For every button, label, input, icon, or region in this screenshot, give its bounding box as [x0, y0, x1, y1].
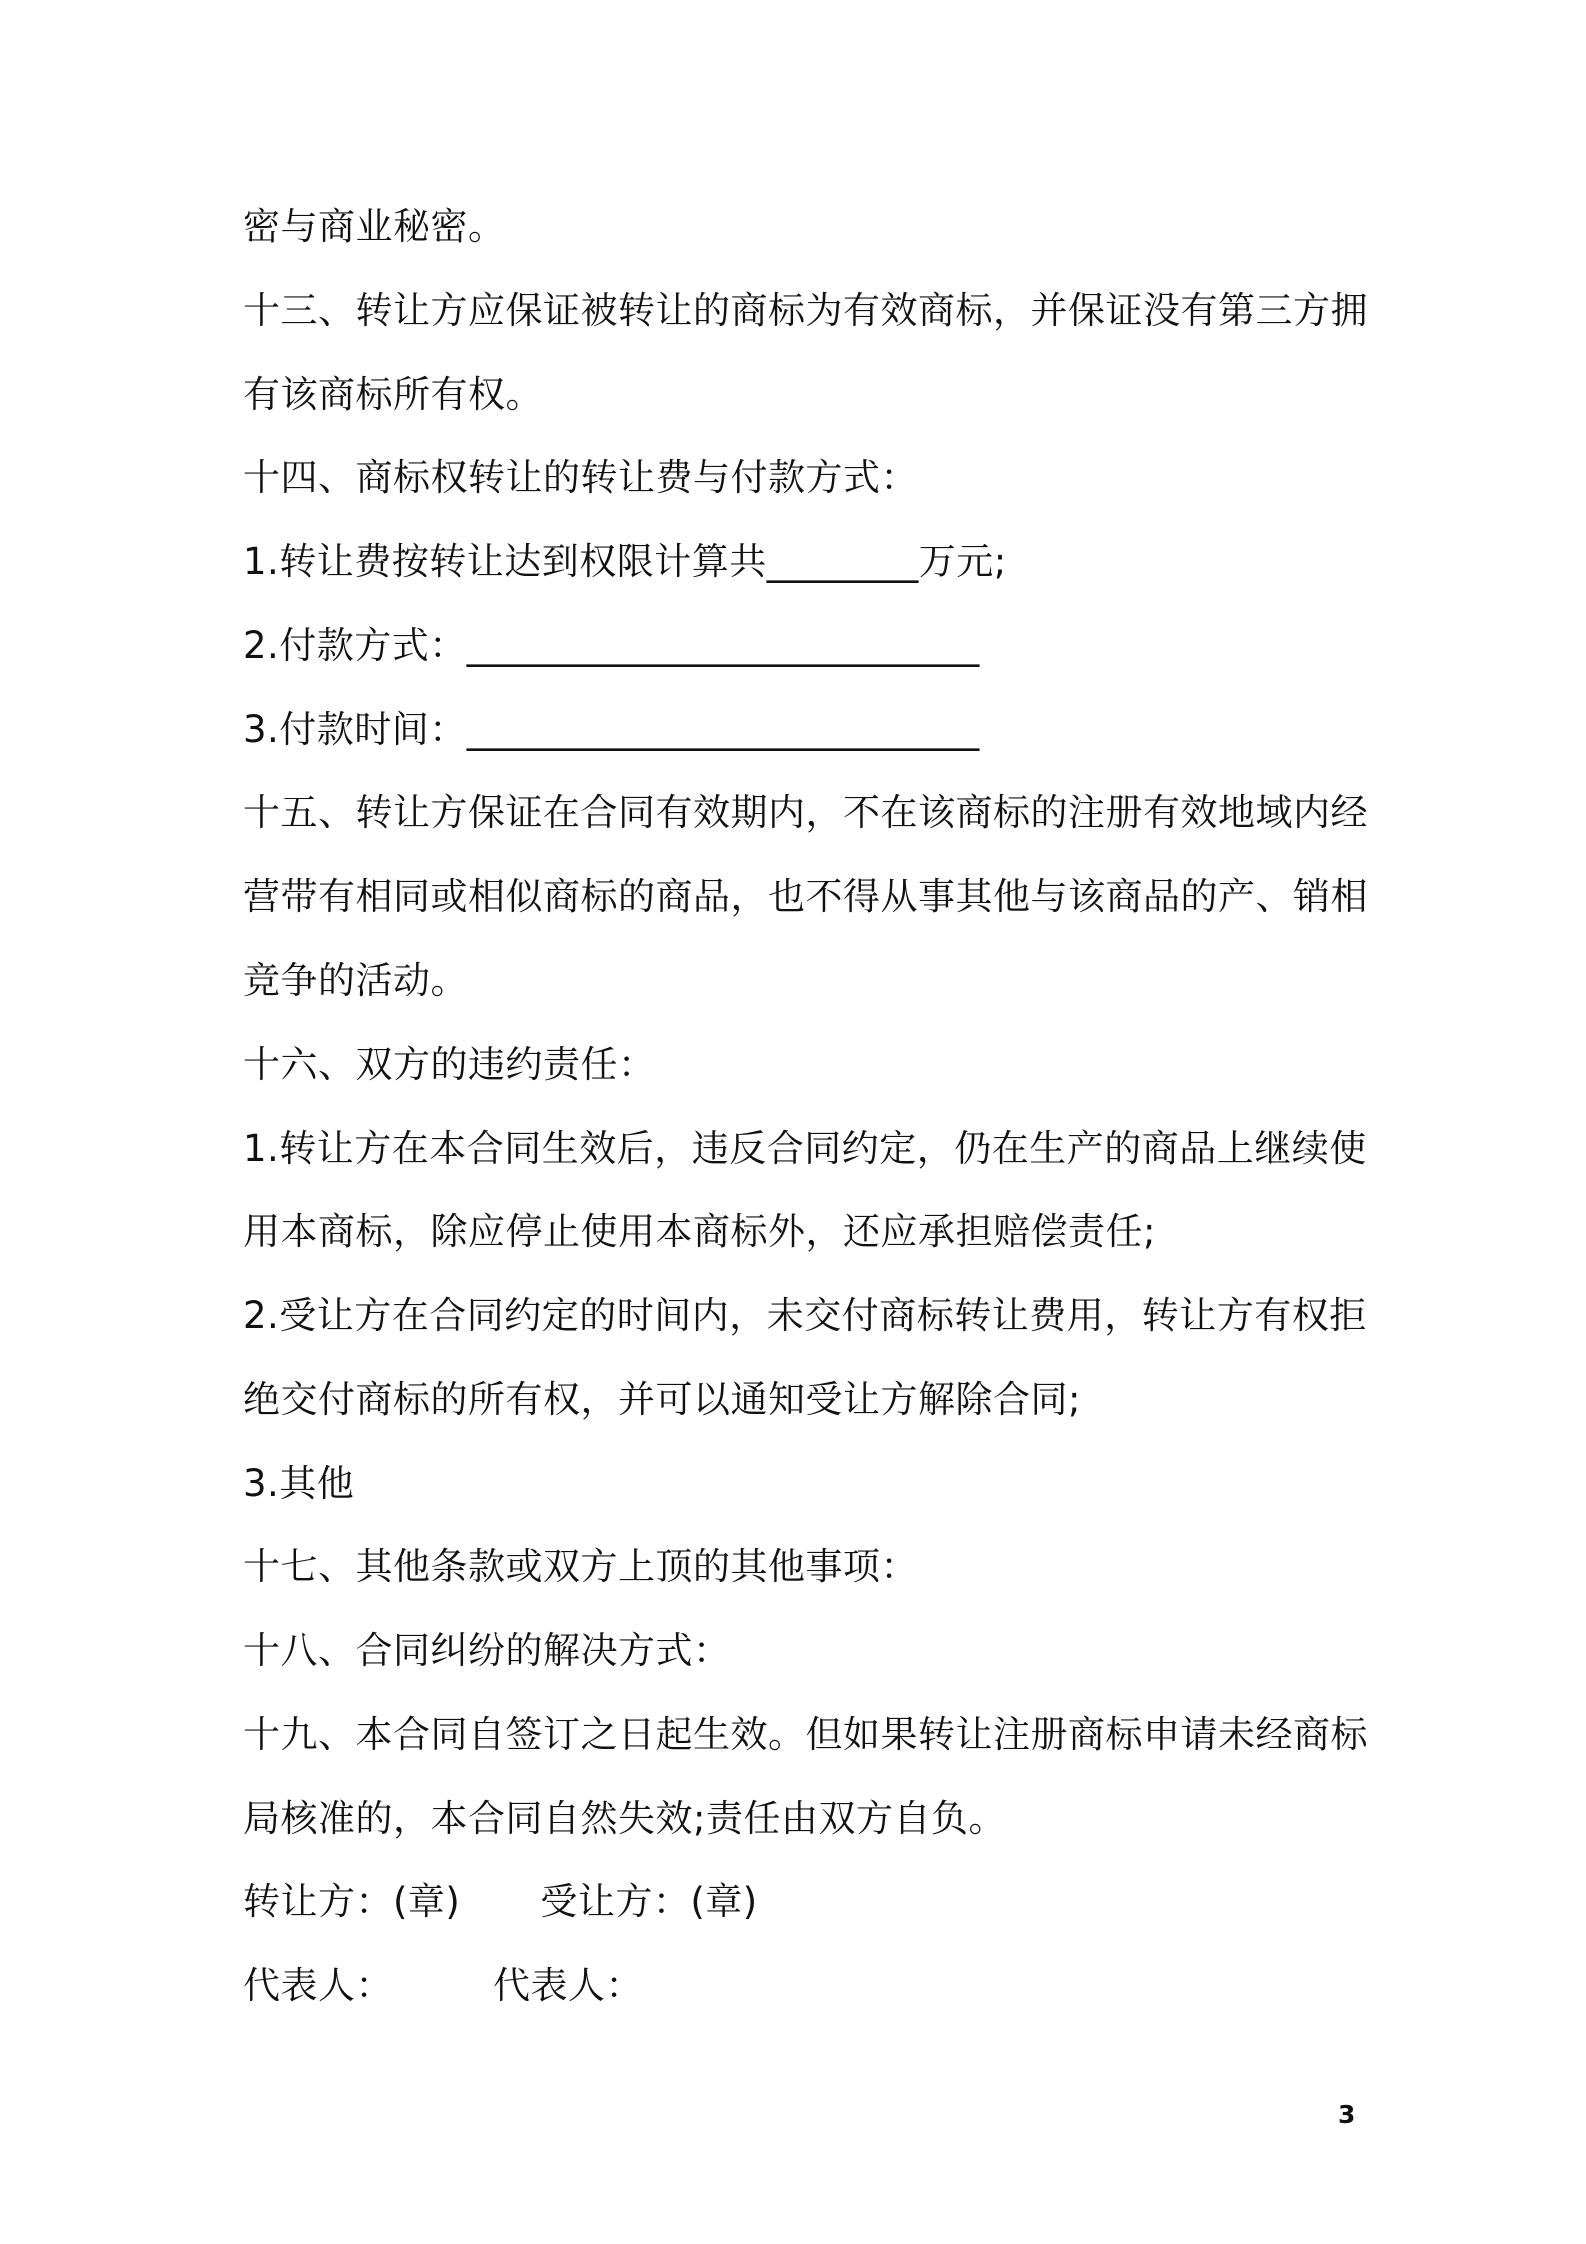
page-number: 3 [1338, 2100, 1356, 2129]
representative-label: 代表人： [243, 1964, 393, 2007]
text-line: 3.其他 [243, 1462, 355, 1505]
text-line: 3.付款时间：___________________________ [243, 708, 980, 751]
text-line: 营带有相同或相似商标的商品，也不得从事其他与该商品的产、销相 [243, 875, 1368, 918]
text-line: 2.付款方式：___________________________ [243, 624, 980, 667]
transferee-seal-label: 受让方：(章) [540, 1880, 758, 1923]
text-line: 2.受让方在合同约定的时间内，未交付商标转让费用，转让方有权拒 [243, 1294, 1367, 1337]
text-line: 局核准的，本合同自然失效;责任由双方自负。 [243, 1797, 1006, 1840]
text-line: 十三、转让方应保证被转让的商标为有效商标，并保证没有第三方拥 [243, 289, 1368, 332]
text-line: 十五、转让方保证在合同有效期内，不在该商标的注册有效地域内经 [243, 791, 1368, 834]
text-line: 密与商业秘密。 [243, 205, 506, 248]
text-line: 十六、双方的违约责任： [243, 1043, 656, 1086]
text-line: 有该商标所有权。 [243, 373, 543, 416]
representative-label: 代表人： [493, 1964, 643, 2007]
representative-row [243, 1961, 1363, 2011]
text-line: 1.转让方在本合同生效后，违反合同约定，仍在生产的商品上继续使 [243, 1127, 1367, 1170]
text-line: 十四、商标权转让的转让费与付款方式： [243, 456, 918, 499]
text-line: 十八、合同纠纷的解决方式： [243, 1629, 731, 1672]
text-line: 竞争的活动。 [243, 959, 468, 1002]
text-line: 用本商标，除应停止使用本商标外，还应承担赔偿责任; [243, 1210, 1156, 1253]
text-line: 1.转让费按转让达到权限计算共________万元; [243, 540, 1007, 583]
signature-seal-row [243, 1877, 1363, 1927]
text-line: 绝交付商标的所有权，并可以通知受让方解除合同; [243, 1378, 1081, 1421]
transferor-seal-label: 转让方：(章) [243, 1880, 461, 1923]
text-line: 十七、其他条款或双方上顶的其他事项： [243, 1545, 918, 1588]
text-line: 十九、本合同自签订之日起生效。但如果转让注册商标申请未经商标 [243, 1713, 1368, 1756]
